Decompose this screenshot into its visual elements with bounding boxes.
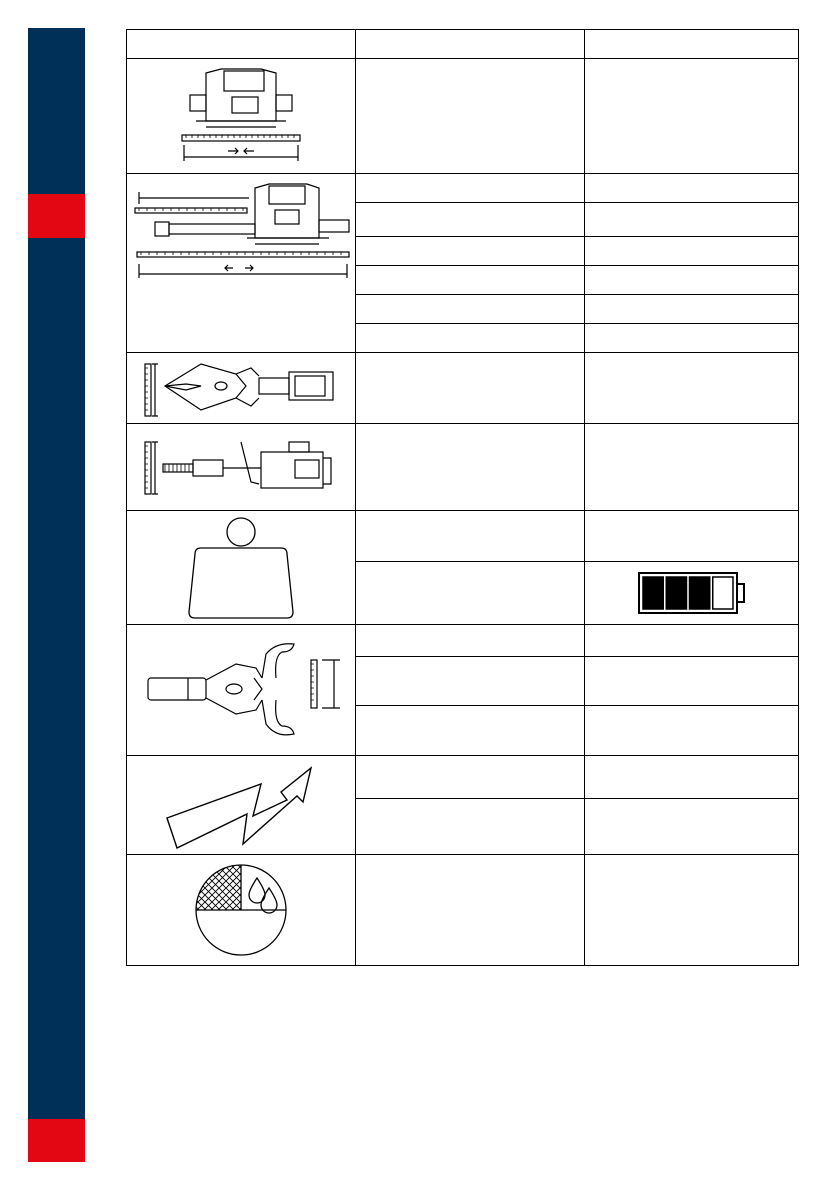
spreader-height-icon bbox=[127, 424, 356, 511]
table-row bbox=[127, 625, 799, 657]
ip-protection-icon bbox=[127, 855, 356, 966]
table-cell bbox=[585, 295, 799, 324]
table-cell bbox=[585, 174, 799, 203]
power-bolt-icon bbox=[127, 756, 356, 855]
table-cell bbox=[356, 706, 585, 756]
battery-segment-filled bbox=[689, 577, 709, 609]
table-row bbox=[127, 511, 799, 562]
table-cell bbox=[585, 756, 799, 799]
table-row bbox=[127, 353, 799, 424]
table-cell bbox=[356, 625, 585, 657]
table-row bbox=[127, 424, 799, 511]
table-cell bbox=[585, 511, 799, 562]
chapter-tab-marker bbox=[28, 194, 85, 238]
weight-icon bbox=[127, 511, 356, 625]
table-cell bbox=[356, 353, 585, 424]
table-cell bbox=[356, 511, 585, 562]
table-cell bbox=[585, 237, 799, 266]
battery-cell bbox=[585, 562, 799, 625]
table-cell bbox=[356, 266, 585, 295]
battery-segment-filled bbox=[666, 577, 686, 609]
table-cell bbox=[585, 799, 799, 855]
spreader-width-icon bbox=[127, 353, 356, 424]
battery-segment-empty bbox=[712, 577, 732, 609]
battery-segment-filled bbox=[643, 577, 663, 609]
jaw-opening-icon bbox=[127, 625, 356, 756]
table-cell bbox=[356, 855, 585, 966]
table-row bbox=[127, 855, 799, 966]
table-cell bbox=[585, 625, 799, 657]
table-cell bbox=[585, 203, 799, 237]
table-cell bbox=[356, 59, 585, 174]
closed-length-ruler-icon bbox=[127, 59, 356, 174]
table-cell bbox=[585, 324, 799, 353]
table-cell bbox=[356, 562, 585, 625]
table-cell bbox=[585, 855, 799, 966]
header-cell bbox=[356, 30, 585, 59]
table-cell bbox=[585, 424, 799, 511]
table-cell bbox=[585, 353, 799, 424]
table-header-row bbox=[127, 30, 799, 59]
open-length-ruler-icon bbox=[127, 174, 356, 353]
specification-table bbox=[126, 29, 799, 966]
table-cell bbox=[585, 657, 799, 706]
table-row bbox=[127, 174, 799, 203]
table-cell bbox=[356, 203, 585, 237]
table-row bbox=[127, 59, 799, 174]
table-cell bbox=[356, 756, 585, 799]
table-cell bbox=[356, 295, 585, 324]
table-cell bbox=[356, 174, 585, 203]
header-cell bbox=[585, 30, 799, 59]
table-cell bbox=[585, 266, 799, 295]
table-cell bbox=[356, 799, 585, 855]
table-cell bbox=[356, 657, 585, 706]
table-cell bbox=[356, 237, 585, 266]
battery-icon bbox=[637, 571, 747, 615]
table-cell bbox=[356, 324, 585, 353]
table-cell bbox=[356, 424, 585, 511]
table-cell bbox=[585, 706, 799, 756]
header-cell bbox=[127, 30, 356, 59]
table-cell bbox=[585, 59, 799, 174]
table-row bbox=[127, 756, 799, 799]
page-corner-marker bbox=[28, 1119, 85, 1162]
